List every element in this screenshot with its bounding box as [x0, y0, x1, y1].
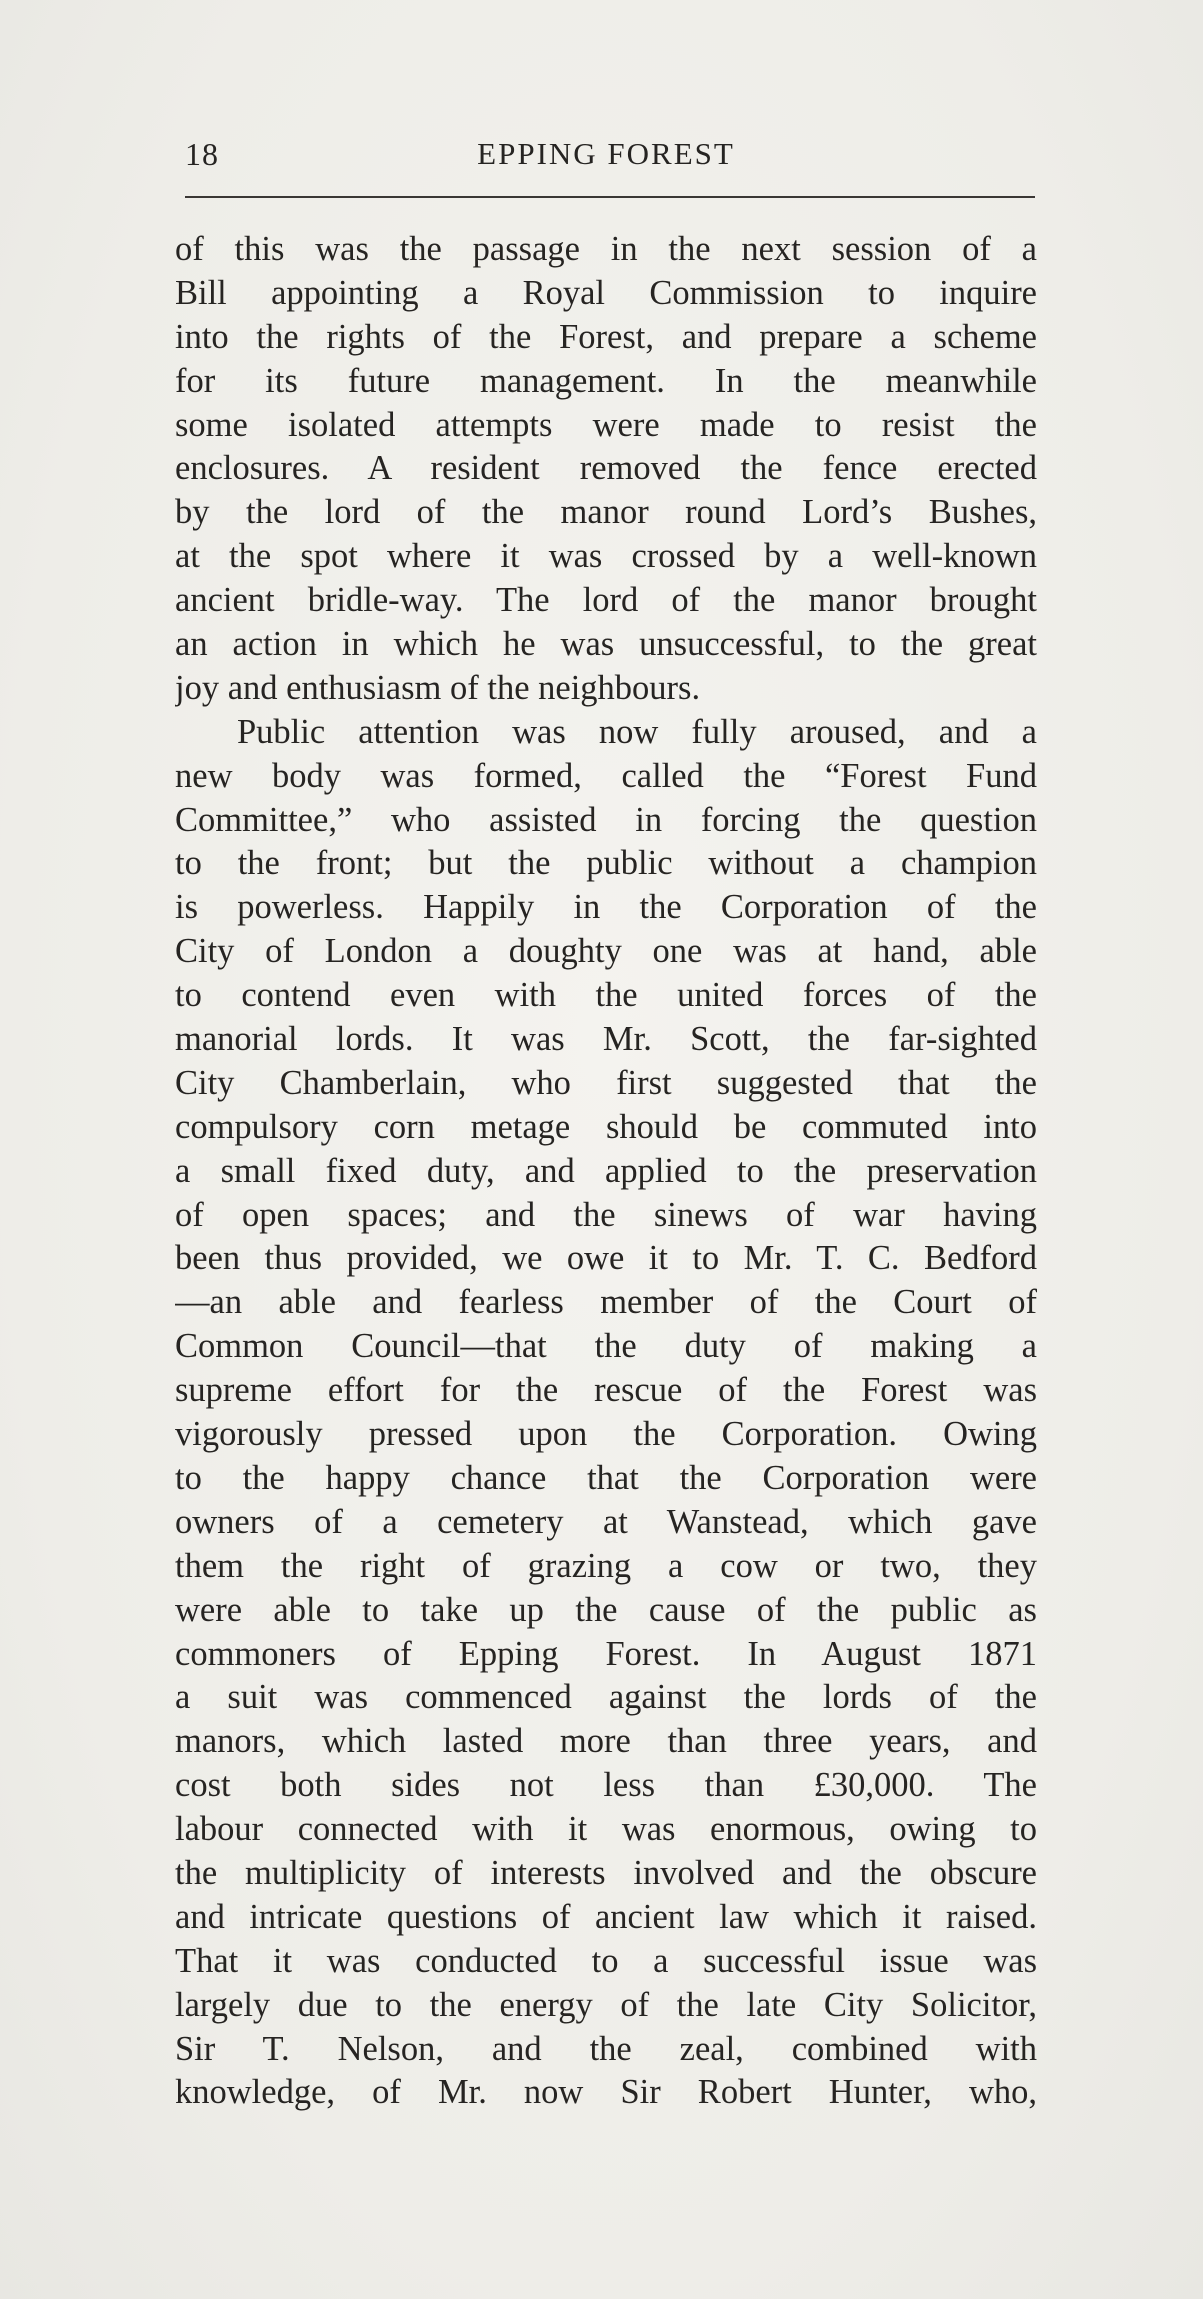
text-line: vigorously pressed upon the Corporation. Owing: [175, 1415, 1037, 1454]
text-line: manors, which lasted more than three years, and: [175, 1722, 1037, 1761]
text-line: compulsory corn metage should be commuted into: [175, 1107, 1037, 1146]
text-line: knowledge, of Mr. now Sir Robert Hunter, who,: [175, 2073, 1037, 2112]
text-line: some isolated attempts were made to resist the: [175, 405, 1037, 444]
text-line: owners of a cemetery at Wanstead, which gave: [175, 1502, 1037, 1541]
text-line: a small fixed duty, and applied to the preservation: [175, 1151, 1037, 1190]
text-line: into the rights of the Forest, and prepare a scheme: [175, 317, 1037, 356]
text-line: them the right of grazing a cow or two, they: [175, 1546, 1037, 1585]
header-rule: [185, 196, 1035, 198]
text-line: for its future management. In the meanwhile: [175, 361, 1037, 400]
running-head: EPPING FOREST: [477, 136, 735, 171]
text-line: ancient bridle-way. The lord of the manor brought: [175, 581, 1037, 620]
text-line: at the spot where it was crossed by a well-known: [175, 537, 1037, 576]
text-line: labour connected with it was enormous, owing to: [175, 1810, 1037, 1849]
page-number: 18: [185, 136, 219, 172]
text-line: been thus provided, we owe it to Mr. T. C. Bedford: [175, 1239, 1037, 1278]
text-line: —an able and fearless member of the Court of: [175, 1283, 1037, 1322]
text-line: largely due to the energy of the late City Solicitor,: [175, 1985, 1037, 2024]
text-line: the multiplicity of interests involved and the obscure: [175, 1853, 1037, 1892]
text-line: Sir T. Nelson, and the zeal, combined with: [175, 2029, 1037, 2068]
body-text: [175, 228, 1037, 2115]
text-line: commoners of Epping Forest. In August 1871: [175, 1634, 1037, 1673]
text-line: an action in which he was unsuccessful, to the great: [175, 625, 1037, 664]
paragraph-end-line: joy and enthusiasm of the neighbours.: [175, 668, 701, 707]
text-line: Bill appointing a Royal Commission to inquire: [175, 273, 1037, 312]
text-line: manorial lords. It was Mr. Scott, the far-sighted: [175, 1020, 1037, 1059]
text-line: Common Council—that the duty of making a: [175, 1327, 1037, 1366]
text-line: is powerless. Happily in the Corporation of the: [175, 888, 1037, 927]
text-line: by the lord of the manor round Lord’s Bushes,: [175, 493, 1037, 532]
text-line: enclosures. A resident removed the fence erected: [175, 449, 1037, 488]
text-line: new body was formed, called the “Forest Fund: [175, 756, 1037, 795]
text-line: City Chamberlain, who first suggested that the: [175, 1063, 1037, 1102]
text-line: to contend even with the united forces of the: [175, 976, 1037, 1015]
text-line: supreme effort for the rescue of the Forest was: [175, 1371, 1037, 1410]
text-line: of this was the passage in the next session of a: [175, 230, 1037, 268]
text-line: a suit was commenced against the lords of the: [175, 1678, 1037, 1717]
paragraph-start-line: Public attention was now fully aroused, and a: [237, 712, 1037, 751]
text-line: That it was conducted to a successful issue was: [175, 1941, 1037, 1980]
page-header: [175, 136, 1037, 186]
text-line: to the happy chance that the Corporation were: [175, 1458, 1037, 1497]
text-line: and intricate questions of ancient law which it raised.: [175, 1897, 1037, 1936]
text-line: cost both sides not less than £30,000. The: [175, 1766, 1037, 1805]
text-line: to the front; but the public without a champion: [175, 844, 1037, 883]
text-line: Committee,” who assisted in forcing the question: [175, 800, 1037, 839]
text-line: were able to take up the cause of the public as: [175, 1590, 1037, 1629]
text-line: of open spaces; and the sinews of war having: [175, 1195, 1037, 1234]
text-line: City of London a doughty one was at hand, able: [175, 932, 1037, 971]
